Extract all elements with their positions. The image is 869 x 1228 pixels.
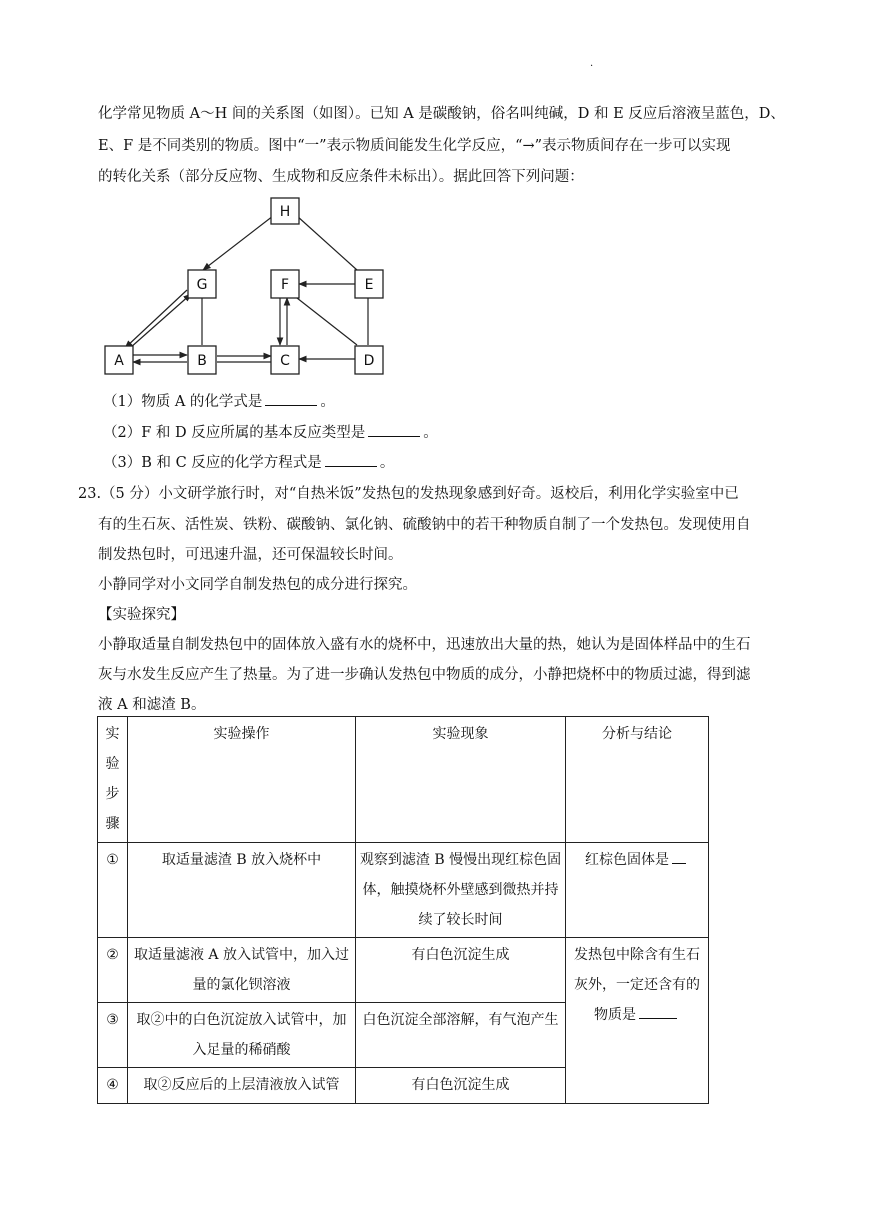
node-f: [271, 270, 299, 298]
svg-text:C: C: [280, 353, 290, 369]
svg-text:E: E: [364, 277, 374, 293]
node-b: [188, 346, 216, 374]
conclusion-cell: 红棕色固体是: [566, 843, 709, 938]
q23-line-7: 液 A 和滤渣 B。: [98, 697, 206, 713]
intro-line-2: E、F 是不同类别的物质。图中“一”表示物质间能发生化学反应，“→”表示物质间存在一步可以实现: [98, 138, 731, 154]
edge-a-g: [130, 294, 191, 348]
header-mark: .: [590, 58, 594, 69]
q23-line-4: 小静同学对小文同学自制发热包的成分进行探究。: [98, 577, 417, 593]
answer-blank[interactable]: [368, 422, 420, 437]
operation-cell: 取②反应后的上层清液放入试管: [128, 1068, 356, 1104]
svg-text:G: G: [196, 277, 208, 293]
answer-blank[interactable]: [639, 1004, 677, 1019]
node-g: [188, 270, 216, 298]
header-step: 实 验 步 骤: [98, 717, 128, 843]
q23-line-6: 灰与水发生反应产生了热量。为了进一步确认发热包中物质的成分，小静把烧杯中的物质过滤，得到滤: [98, 667, 751, 683]
header-conclusion: 分析与结论: [566, 717, 709, 843]
node-a: [105, 346, 133, 374]
section-title: 【实验探究】: [98, 607, 185, 623]
intro-line-1: 化学常见物质 A～H 间的关系图（如图）。已知 A 是碳酸钠，俗名叫纯碱，D 和 E 反应后溶液呈蓝色，D、: [98, 106, 785, 122]
svg-text:A: A: [114, 353, 124, 369]
q23-line-5: 小静取适量自制发热包中的固体放入盛有水的烧杯中，迅速放出大量的热，她认为是固体样品中的生石: [98, 637, 751, 653]
node-c: [271, 346, 299, 374]
operation-cell: 取适量滤渣 B 放入烧杯中: [128, 843, 356, 938]
header-operation: 实验操作: [128, 717, 356, 843]
step-number: ①: [98, 843, 128, 938]
edge-f-d: [297, 298, 357, 345]
answer-blank[interactable]: [265, 391, 317, 406]
node-e: [355, 270, 383, 298]
step-number: ③: [98, 1003, 128, 1068]
intro-line-3: 的转化关系（部分反应物、生成物和反应条件未标出）。据此回答下列问题：: [98, 169, 584, 185]
experiment-table: [97, 716, 709, 1104]
q22-sub3: （3）B 和 C 反应的化学方程式是 。: [103, 451, 394, 472]
q23-line-3: 制发热包时，可迅速升温，还可保温较长时间。: [98, 547, 403, 563]
operation-cell: 取②中的白色沉淀放入试管中，加入足量的稀硝酸: [128, 1003, 356, 1068]
svg-text:B: B: [197, 353, 207, 369]
svg-text:D: D: [363, 353, 375, 369]
step-number: ④: [98, 1068, 128, 1104]
svg-text:F: F: [280, 277, 290, 293]
q23-line-1: 23.（5 分）小文研学旅行时，对“自热米饭”发热包的发热现象感到好奇。返校后，利用化学实验室中已: [78, 486, 739, 502]
header-phenomenon: 实验现象: [356, 717, 566, 843]
edge-h-g: [203, 216, 273, 270]
q23-line-2: 有的生石灰、活性炭、铁粉、碳酸钠、氯化钠、硫酸钠中的若干种物质自制了一个发热包。发现使用自: [98, 517, 751, 533]
table-row: [98, 938, 709, 1003]
conclusion-cell: 发热包中除含有生石灰外，一定还含有的物质是: [566, 938, 709, 1104]
edge-g-a: [125, 290, 187, 348]
edge-h-e: [297, 216, 357, 270]
table-header-row: [98, 717, 709, 843]
svg-text:H: H: [279, 204, 291, 220]
phenomenon-cell: 白色沉淀全部溶解，有气泡产生: [356, 1003, 566, 1068]
phenomenon-cell: 观察到滤渣 B 慢慢出现红棕色固体，触摸烧杯外壁感到微热并持续了较长时间: [356, 843, 566, 938]
node-h: [271, 198, 299, 224]
answer-blank[interactable]: [672, 849, 686, 864]
node-d: [355, 346, 383, 374]
phenomenon-cell: 有白色沉淀生成: [356, 1068, 566, 1104]
q22-sub2: （2）F 和 D 反应所属的基本反应类型是 。: [103, 421, 438, 442]
answer-blank[interactable]: [325, 452, 377, 467]
q22-sub1: （1）物质 A 的化学式是 。: [103, 390, 335, 411]
phenomenon-cell: 有白色沉淀生成: [356, 938, 566, 1003]
operation-cell: 取适量滤液 A 放入试管中，加入过量的氯化钡溶液: [128, 938, 356, 1003]
relationship-diagram: [95, 190, 395, 380]
step-number: ②: [98, 938, 128, 1003]
table-row: [98, 843, 709, 938]
